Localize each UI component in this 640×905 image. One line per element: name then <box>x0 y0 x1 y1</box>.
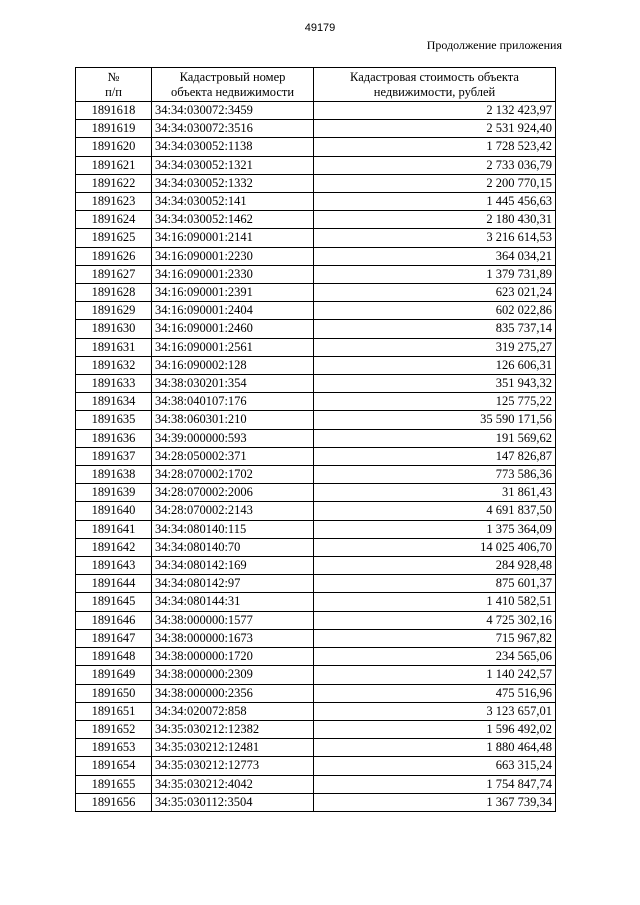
table-row <box>76 302 556 320</box>
cadastral-value-cell: 1 596 492,02 <box>314 720 556 738</box>
cadastral-number-cell: 34:38:040107:176 <box>152 393 314 411</box>
row-number-cell: 1891639 <box>76 484 152 502</box>
header-row-number-line1: № <box>107 69 120 84</box>
header-cadastral-value-line2: недвижимости, рублей <box>373 84 496 99</box>
cadastral-value-cell: 2 132 423,97 <box>314 102 556 120</box>
row-number-cell: 1891633 <box>76 375 152 393</box>
row-number-cell: 1891646 <box>76 611 152 629</box>
table-row <box>76 648 556 666</box>
row-number-cell: 1891650 <box>76 684 152 702</box>
header-cadastral-number-line1: Кадастровый номер <box>179 69 286 84</box>
cadastral-number-cell: 34:34:030072:3516 <box>152 120 314 138</box>
table-row <box>76 393 556 411</box>
table-row <box>76 775 556 793</box>
row-number-cell: 1891644 <box>76 575 152 593</box>
table-row <box>76 411 556 429</box>
header-row-number <box>76 68 152 102</box>
cadastral-value-cell: 2 733 036,79 <box>314 156 556 174</box>
cadastral-number-cell: 34:34:030072:3459 <box>152 102 314 120</box>
table-row <box>76 338 556 356</box>
row-number-cell: 1891638 <box>76 466 152 484</box>
cadastral-number-cell: 34:38:000000:1673 <box>152 629 314 647</box>
cadastral-number-cell: 34:34:030052:1321 <box>152 156 314 174</box>
cadastral-value-cell: 623 021,24 <box>314 284 556 302</box>
continuation-caption: Продолжение приложения <box>426 38 562 52</box>
table-row <box>76 739 556 757</box>
cadastral-value-cell: 234 565,06 <box>314 648 556 666</box>
table-row <box>76 320 556 338</box>
table-row <box>76 502 556 520</box>
row-number-cell: 1891651 <box>76 702 152 720</box>
cadastral-value-cell: 1 379 731,89 <box>314 265 556 283</box>
header-cadastral-value <box>314 68 556 102</box>
table-row <box>76 156 556 174</box>
cadastral-value-cell: 2 531 924,40 <box>314 120 556 138</box>
table-row <box>76 447 556 465</box>
cadastral-value-cell: 31 861,43 <box>314 484 556 502</box>
table-row <box>76 557 556 575</box>
cadastral-value-cell: 875 601,37 <box>314 575 556 593</box>
cadastral-number-cell: 34:28:070002:2006 <box>152 484 314 502</box>
cadastral-value-cell: 126 606,31 <box>314 356 556 374</box>
cadastral-value-cell: 835 737,14 <box>314 320 556 338</box>
row-number-cell: 1891621 <box>76 156 152 174</box>
cadastral-value-table <box>75 67 556 812</box>
row-number-cell: 1891629 <box>76 302 152 320</box>
cadastral-number-cell: 34:34:030052:1332 <box>152 174 314 192</box>
cadastral-number-cell: 34:38:030201:354 <box>152 375 314 393</box>
row-number-cell: 1891631 <box>76 338 152 356</box>
cadastral-value-cell: 125 775,22 <box>314 393 556 411</box>
table-row <box>76 757 556 775</box>
cadastral-number-cell: 34:28:050002:371 <box>152 447 314 465</box>
cadastral-number-cell: 34:16:090002:128 <box>152 356 314 374</box>
row-number-cell: 1891652 <box>76 720 152 738</box>
table-row <box>76 720 556 738</box>
row-number-cell: 1891654 <box>76 757 152 775</box>
cadastral-value-cell: 284 928,48 <box>314 557 556 575</box>
cadastral-value-cell: 3 216 614,53 <box>314 229 556 247</box>
row-number-cell: 1891627 <box>76 265 152 283</box>
cadastral-number-cell: 34:16:090001:2561 <box>152 338 314 356</box>
table-row <box>76 375 556 393</box>
table-header-row <box>76 68 556 102</box>
table-row <box>76 265 556 283</box>
table-row <box>76 538 556 556</box>
cadastral-number-cell: 34:34:080142:169 <box>152 557 314 575</box>
row-number-cell: 1891623 <box>76 193 152 211</box>
cadastral-value-cell: 1 728 523,42 <box>314 138 556 156</box>
row-number-cell: 1891630 <box>76 320 152 338</box>
cadastral-value-cell: 1 445 456,63 <box>314 193 556 211</box>
row-number-cell: 1891640 <box>76 502 152 520</box>
table-row <box>76 666 556 684</box>
cadastral-value-cell: 14 025 406,70 <box>314 538 556 556</box>
table-row <box>76 593 556 611</box>
row-number-cell: 1891628 <box>76 284 152 302</box>
table-row <box>76 229 556 247</box>
row-number-cell: 1891656 <box>76 793 152 811</box>
table-row <box>76 793 556 811</box>
cadastral-value-cell: 191 569,62 <box>314 429 556 447</box>
table-body <box>76 102 556 812</box>
cadastral-value-cell: 602 022,86 <box>314 302 556 320</box>
cadastral-value-cell: 1 367 739,34 <box>314 793 556 811</box>
row-number-cell: 1891645 <box>76 593 152 611</box>
table-row <box>76 120 556 138</box>
table-row <box>76 284 556 302</box>
cadastral-number-cell: 34:28:070002:1702 <box>152 466 314 484</box>
table-row <box>76 356 556 374</box>
table-row <box>76 629 556 647</box>
cadastral-value-cell: 663 315,24 <box>314 757 556 775</box>
cadastral-number-cell: 34:16:090001:2230 <box>152 247 314 265</box>
cadastral-number-cell: 34:34:080142:97 <box>152 575 314 593</box>
cadastral-number-cell: 34:35:030212:12773 <box>152 757 314 775</box>
row-number-cell: 1891637 <box>76 447 152 465</box>
cadastral-number-cell: 34:34:030052:141 <box>152 193 314 211</box>
cadastral-number-cell: 34:16:090001:2330 <box>152 265 314 283</box>
header-cadastral-number <box>152 68 314 102</box>
row-number-cell: 1891626 <box>76 247 152 265</box>
table-row <box>76 484 556 502</box>
cadastral-number-cell: 34:34:030052:1462 <box>152 211 314 229</box>
page-number: 49179 <box>304 22 336 34</box>
cadastral-number-cell: 34:16:090001:2391 <box>152 284 314 302</box>
table-row <box>76 138 556 156</box>
cadastral-value-cell: 351 943,32 <box>314 375 556 393</box>
table-row <box>76 247 556 265</box>
cadastral-number-cell: 34:16:090001:2141 <box>152 229 314 247</box>
table-row <box>76 575 556 593</box>
cadastral-value-cell: 147 826,87 <box>314 447 556 465</box>
row-number-cell: 1891634 <box>76 393 152 411</box>
row-number-cell: 1891649 <box>76 666 152 684</box>
header-row-number-line2: п/п <box>105 84 122 99</box>
cadastral-value-cell: 2 180 430,31 <box>314 211 556 229</box>
row-number-cell: 1891635 <box>76 411 152 429</box>
row-number-cell: 1891642 <box>76 538 152 556</box>
table-row <box>76 520 556 538</box>
row-number-cell: 1891648 <box>76 648 152 666</box>
cadastral-number-cell: 34:35:030112:3504 <box>152 793 314 811</box>
row-number-cell: 1891643 <box>76 557 152 575</box>
cadastral-value-cell: 2 200 770,15 <box>314 174 556 192</box>
cadastral-number-cell: 34:35:030212:12382 <box>152 720 314 738</box>
cadastral-value-cell: 773 586,36 <box>314 466 556 484</box>
table-row <box>76 102 556 120</box>
row-number-cell: 1891620 <box>76 138 152 156</box>
table-row <box>76 174 556 192</box>
cadastral-value-cell: 4 691 837,50 <box>314 502 556 520</box>
cadastral-number-cell: 34:38:000000:2309 <box>152 666 314 684</box>
row-number-cell: 1891636 <box>76 429 152 447</box>
cadastral-value-cell: 1 375 364,09 <box>314 520 556 538</box>
header-cadastral-number-line2: объекта недвижимости <box>170 84 295 99</box>
row-number-cell: 1891622 <box>76 174 152 192</box>
cadastral-value-cell: 1 410 582,51 <box>314 593 556 611</box>
cadastral-number-cell: 34:38:060301:210 <box>152 411 314 429</box>
cadastral-number-cell: 34:34:080144:31 <box>152 593 314 611</box>
cadastral-value-cell: 1 140 242,57 <box>314 666 556 684</box>
table-row <box>76 684 556 702</box>
cadastral-number-cell: 34:16:090001:2460 <box>152 320 314 338</box>
header-cadastral-value-line1: Кадастровая стоимость объекта <box>350 69 519 84</box>
cadastral-number-cell: 34:34:030052:1138 <box>152 138 314 156</box>
cadastral-number-cell: 34:35:030212:4042 <box>152 775 314 793</box>
table-row <box>76 211 556 229</box>
cadastral-number-cell: 34:16:090001:2404 <box>152 302 314 320</box>
cadastral-value-cell: 319 275,27 <box>314 338 556 356</box>
table-row <box>76 702 556 720</box>
row-number-cell: 1891618 <box>76 102 152 120</box>
row-number-cell: 1891647 <box>76 629 152 647</box>
cadastral-number-cell: 34:38:000000:2356 <box>152 684 314 702</box>
cadastral-value-cell: 364 034,21 <box>314 247 556 265</box>
cadastral-value-cell: 1 880 464,48 <box>314 739 556 757</box>
cadastral-number-cell: 34:34:020072:858 <box>152 702 314 720</box>
table-row <box>76 429 556 447</box>
row-number-cell: 1891624 <box>76 211 152 229</box>
table-row <box>76 193 556 211</box>
cadastral-value-cell: 715 967,82 <box>314 629 556 647</box>
table-row <box>76 611 556 629</box>
row-number-cell: 1891625 <box>76 229 152 247</box>
cadastral-value-cell: 35 590 171,56 <box>314 411 556 429</box>
row-number-cell: 1891655 <box>76 775 152 793</box>
cadastral-number-cell: 34:35:030212:12481 <box>152 739 314 757</box>
cadastral-value-cell: 4 725 302,16 <box>314 611 556 629</box>
row-number-cell: 1891653 <box>76 739 152 757</box>
table-row <box>76 466 556 484</box>
row-number-cell: 1891641 <box>76 520 152 538</box>
cadastral-number-cell: 34:28:070002:2143 <box>152 502 314 520</box>
cadastral-value-cell: 1 754 847,74 <box>314 775 556 793</box>
cadastral-number-cell: 34:38:000000:1577 <box>152 611 314 629</box>
row-number-cell: 1891619 <box>76 120 152 138</box>
cadastral-number-cell: 34:38:000000:1720 <box>152 648 314 666</box>
cadastral-value-cell: 475 516,96 <box>314 684 556 702</box>
row-number-cell: 1891632 <box>76 356 152 374</box>
cadastral-value-cell: 3 123 657,01 <box>314 702 556 720</box>
cadastral-number-cell: 34:34:080140:70 <box>152 538 314 556</box>
cadastral-number-cell: 34:34:080140:115 <box>152 520 314 538</box>
cadastral-number-cell: 34:39:000000:593 <box>152 429 314 447</box>
